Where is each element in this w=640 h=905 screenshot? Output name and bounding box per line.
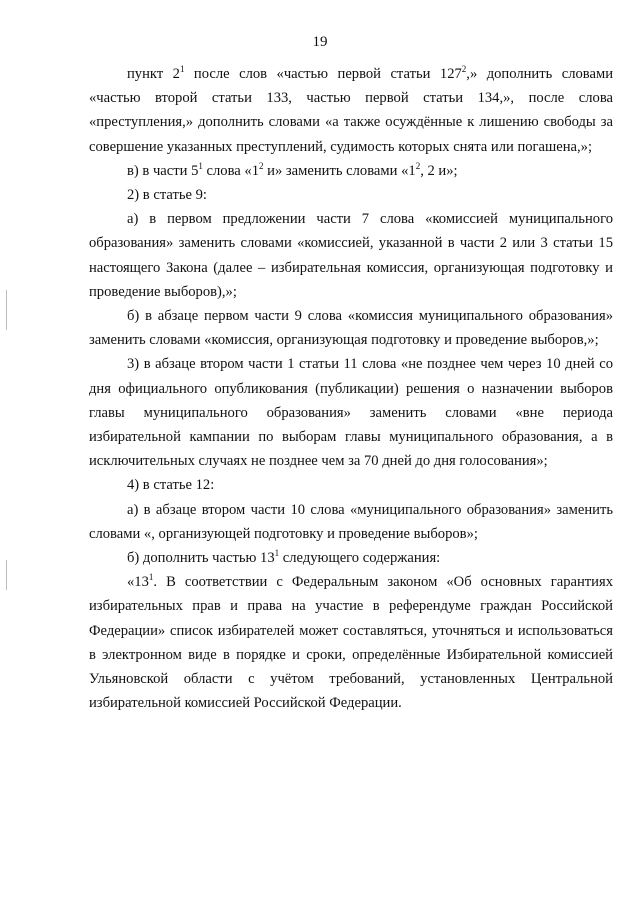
paragraph-article-9-b: б) в абзаце первом части 9 слова «комиссия муниципального образования» заменить словами «комиссия, организующая подготовку и проведение выборов,»; <box>89 308 613 349</box>
paragraph-part-13-1: «$13^1$. В соответствии с Федеральным законом «Об основных гарантиях избирательных прав и права на участие в референдуме граждан Российской Федерации» список избирателей может составляться, уточняться и использоваться в электронном виде в порядке и сроки, определённые Избирательной комиссией Ульяновской области с учётом требований, установленных Центральной избирательной комиссией Российской Федерации. <box>89 572 613 712</box>
paragraph-article-12: 4) в статье 12: <box>127 477 215 494</box>
paragraph-article-9-a: а) в первом предложении части 7 слова «комиссией муниципального образования» заменить словами «комиссией, указанной в части 2 или 3 статьи 15 настоящего Закона (далее – избирательная комиссия, организующая подготовку и проведение выборов),»; <box>89 211 613 300</box>
scan-edge-mark <box>6 560 7 590</box>
page-number: 19 <box>312 34 328 50</box>
paragraph-article-9: 2) в статье 9: <box>127 187 207 204</box>
paragraph-article-12-b: б) дополнить частью $13^1$ следующего содержания: <box>127 548 441 567</box>
paragraph-v-part-5-1: в) в части $5^1$ слова «$1^2$ и» заменить словами «$1^2$, 2 и»; <box>127 160 458 179</box>
paragraph-punkt-2-1: пункт $2^1$ после слов «частью первой статьи $127^2$,» дополнить словами «частью второй статьи 133, частью первой статьи 134,», после слова «преступления,» дополнить словами «а также осуждённые к лишению свободы за совершение указанных преступлений, судимость которых снята или погашена,»; <box>89 64 614 155</box>
scan-edge-mark <box>6 290 7 330</box>
paragraph-article-12-a: а) в абзаце втором части 10 слова «муниципального образования» заменить словами «, организующей подготовку и проведение выборов»; <box>89 501 613 542</box>
document-body <box>89 62 613 715</box>
paragraph-article-11: 3) в абзаце втором части 1 статьи 11 слова «не позднее чем через 10 дней со дня официального опубликования (публикации) решения о назначении выборов главы муниципального образования» заменить словами «вне периода избирательной кампании по выборам главы муниципального образования, а в исключительных случаях не позднее чем за 70 дней до дня голосования»; <box>89 356 613 470</box>
